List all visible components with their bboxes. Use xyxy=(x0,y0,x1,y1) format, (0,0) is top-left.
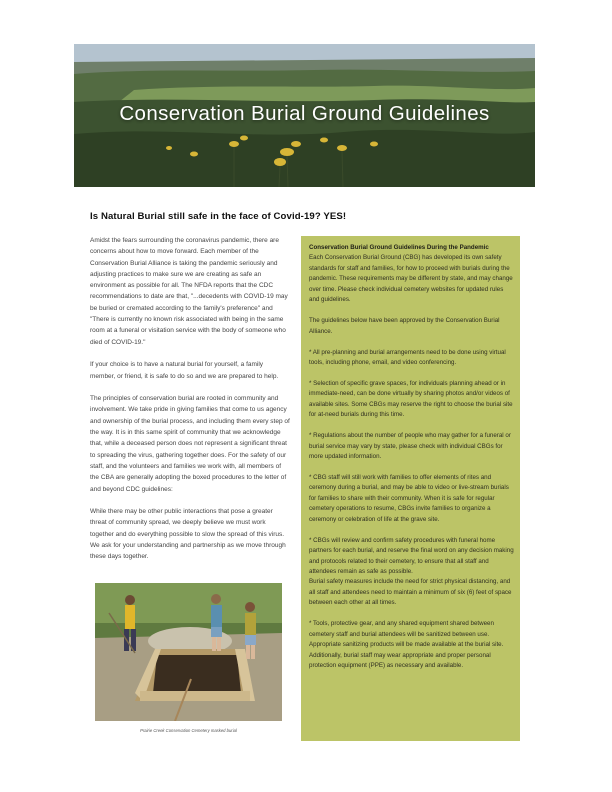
left-column xyxy=(90,235,290,574)
guideline-item: * CBGs will review and confirm safety procedures with funeral home partners for each burial, and reserve the final word on any decision making and protocols related to their cemetery, to ensure that all staff and attendees remain as safe as possible. xyxy=(309,536,514,575)
paragraph: The principles of conservation burial are rooted in community and involvement. We take pride in giving families that come to us agency and ownership of the burial process, and including them every step of the way. It is in this same spirit of community that we acknowledge that, while a deceased person does not represent a significant threat to spreading the virus, gathering together does. For the safety of our staff, and the volunteers and families we work with, all members of the CBA are generally adopting the boxed procedures to the letter of and beyond CDC guidelines: xyxy=(90,395,290,493)
guidelines-intro xyxy=(309,243,514,306)
guidelines-approved: The guidelines below have been approved by the Conservation Burial Alliance. xyxy=(309,317,500,335)
paragraph: If your choice is to have a natural burial for yourself, a family member, or friend, it is safe to do so and we are prepared to help. xyxy=(90,361,279,380)
guideline-item: * Tools, protective gear, and any shared equipment shared between cemetery staff and burial attendees will be sanitized between use. Appropriate sanitizing products will be made available at the burial site. Additionally, burial staff may wear appropriate and proper personal protection equipment (PPE) as necessary and available. xyxy=(309,620,504,670)
guideline-item: * CBG staff will still work with families to offer elements of rites and ceremony during a burial, and may be able to video or live-stream burials for families to share with their community. When it is safe for regular cemetery operations to resume, CBGs invite families to organize a ceremony or celebration of life at the grave site. xyxy=(309,473,509,523)
guideline-item: Burial safety measures include the need for strict physical distancing, and all staff and attendees need to maintain a minimum of six (6) feet of space between each other at all times. xyxy=(309,578,512,607)
guidelines-title: Conservation Burial Ground Guidelines During the Pandemic xyxy=(309,244,489,251)
page-title: Conservation Burial Ground Guidelines xyxy=(119,102,490,125)
guidelines-box xyxy=(301,236,520,741)
guidelines-intro-text: Each Conservation Burial Ground (CBG) has developed its own safety standards for staff and families, for how to proceed with burials during the pandemic. These requirements may be different by state, and may change over time. Please check individual cemetery websites for updated rules and guidelines. xyxy=(309,254,513,304)
guideline-item: * Selection of specific grave spaces, for individuals planning ahead or in immediate-need, can be done virtually by sharing photos and/or videos of available sites. Some CBGs may reserve the right to choose the burial site for at-need burials during this time. xyxy=(309,379,513,419)
headline: Is Natural Burial still safe in the face of Covid-19? YES! xyxy=(90,211,347,222)
paragraph: While there may be other public interactions that pose a greater threat of community spread, we deeply believe we must work together and do everything possible to slow the spread of this virus. We ask for your understanding and partnership as we move through these days together. xyxy=(90,508,286,561)
guideline-item: * Regulations about the number of people who may gather for a funeral or burial service may vary by state, please check with individual CBGs for more updated information. xyxy=(309,432,511,460)
header-banner xyxy=(74,44,535,187)
paragraph: Amidst the fears surrounding the coronavirus pandemic, there are concerns about how to move forward. Each member of the Conservation Burial Alliance is taking the pandemic seriously and adjusting practices to make sure we are creating as safe an environment as possible for all. The NFDA reports that the CDC recommendations to date are that, "...decedents with COVID-19 may be buried or cremated according to the family's preference" and "There is currently no known risk associated with being in the same room at a funeral or visitation service with the body of someone who died of COVID-19." xyxy=(90,237,288,346)
photo-caption: Prairie Creek Conservation Cemetery masked burial xyxy=(140,728,237,733)
guideline-item: * All pre-planning and burial arrangements need to be done using virtual tools, including phone, email, and video conferencing. xyxy=(309,348,506,366)
burial-scene-image xyxy=(95,583,282,721)
burial-photo xyxy=(95,583,282,721)
